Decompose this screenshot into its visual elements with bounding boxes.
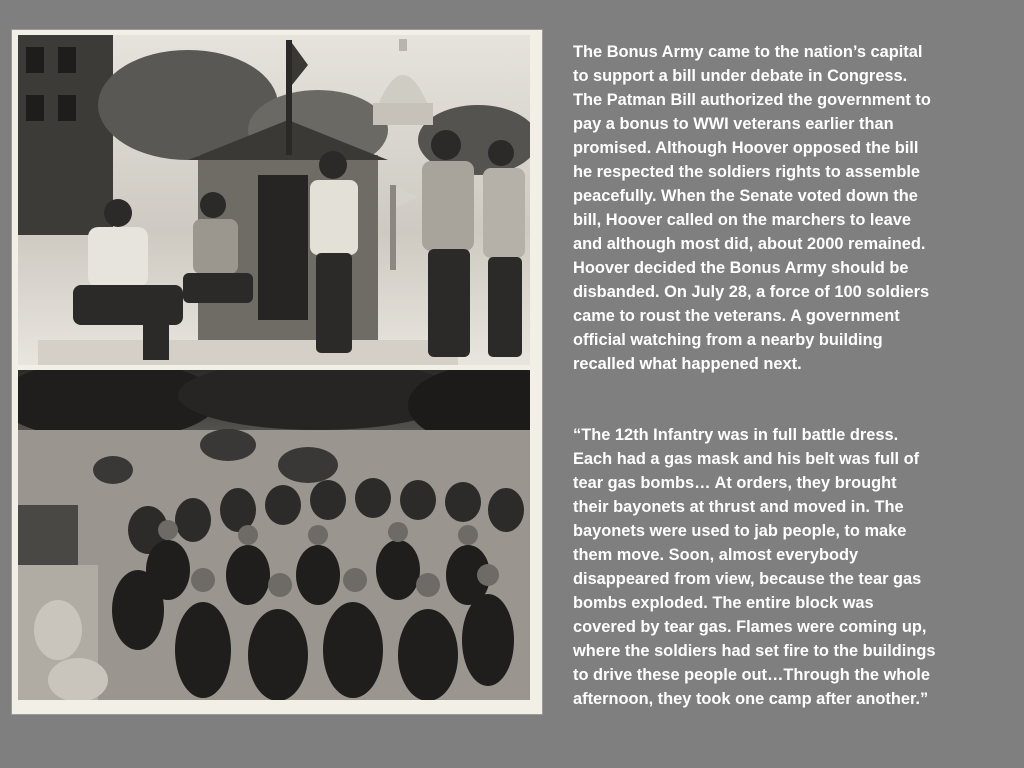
narrative-line: to support a bill under debate in Congress.: [573, 67, 908, 85]
narrative-line: came to roust the veterans. A government: [573, 307, 900, 325]
narrative-line: The Bonus Army came to the nation’s capital: [573, 43, 923, 61]
quote-line: their bayonets at thrust and moved in. The: [573, 498, 904, 516]
quote-line: afternoon, they took one camp after another.”: [573, 690, 929, 708]
quote-line: covered by tear gas. Flames were coming up,: [573, 618, 927, 636]
photo-frame: [12, 30, 542, 714]
quote-line: them move. Soon, almost everybody: [573, 546, 859, 564]
quote-line: tear gas bombs… At orders, they brought: [573, 474, 897, 492]
quote-paragraph: [573, 423, 935, 711]
cavalry-troops-photo: [18, 370, 530, 700]
narrative-line: promised. Although Hoover opposed the bill: [573, 139, 919, 157]
narrative-line: pay a bonus to WWI veterans earlier than: [573, 115, 894, 133]
quote-line: disappeared from view, because the tear gas: [573, 570, 922, 588]
narrative-line: The Patman Bill authorized the government to: [573, 91, 931, 109]
quote-line: bombs exploded. The entire block was: [573, 594, 874, 612]
narrative-line: recalled what happened next.: [573, 355, 802, 373]
narrative-paragraph: [573, 40, 931, 376]
quote-line: to drive these people out…Through the whole: [573, 666, 930, 684]
quote-line: where the soldiers had set fire to the buildings: [573, 642, 936, 660]
narrative-line: disbanded. On July 28, a force of 100 soldiers: [573, 283, 930, 301]
quote-line: bayonets were used to jab people, to make: [573, 522, 907, 540]
narrative-line: official watching from a nearby building: [573, 331, 883, 349]
quote-line: Each had a gas mask and his belt was full of: [573, 450, 920, 468]
quote-line: “The 12th Infantry was in full battle dress.: [573, 426, 899, 444]
narrative-line: he respected the soldiers rights to assemble: [573, 163, 921, 181]
veterans-camp-photo: [18, 35, 530, 365]
narrative-line: and although most did, about 2000 remained.: [573, 235, 926, 253]
narrative-line: peacefully. When the Senate voted down the: [573, 187, 918, 205]
narrative-line: Hoover decided the Bonus Army should be: [573, 259, 909, 277]
narrative-line: bill, Hoover called on the marchers to leave: [573, 211, 911, 229]
